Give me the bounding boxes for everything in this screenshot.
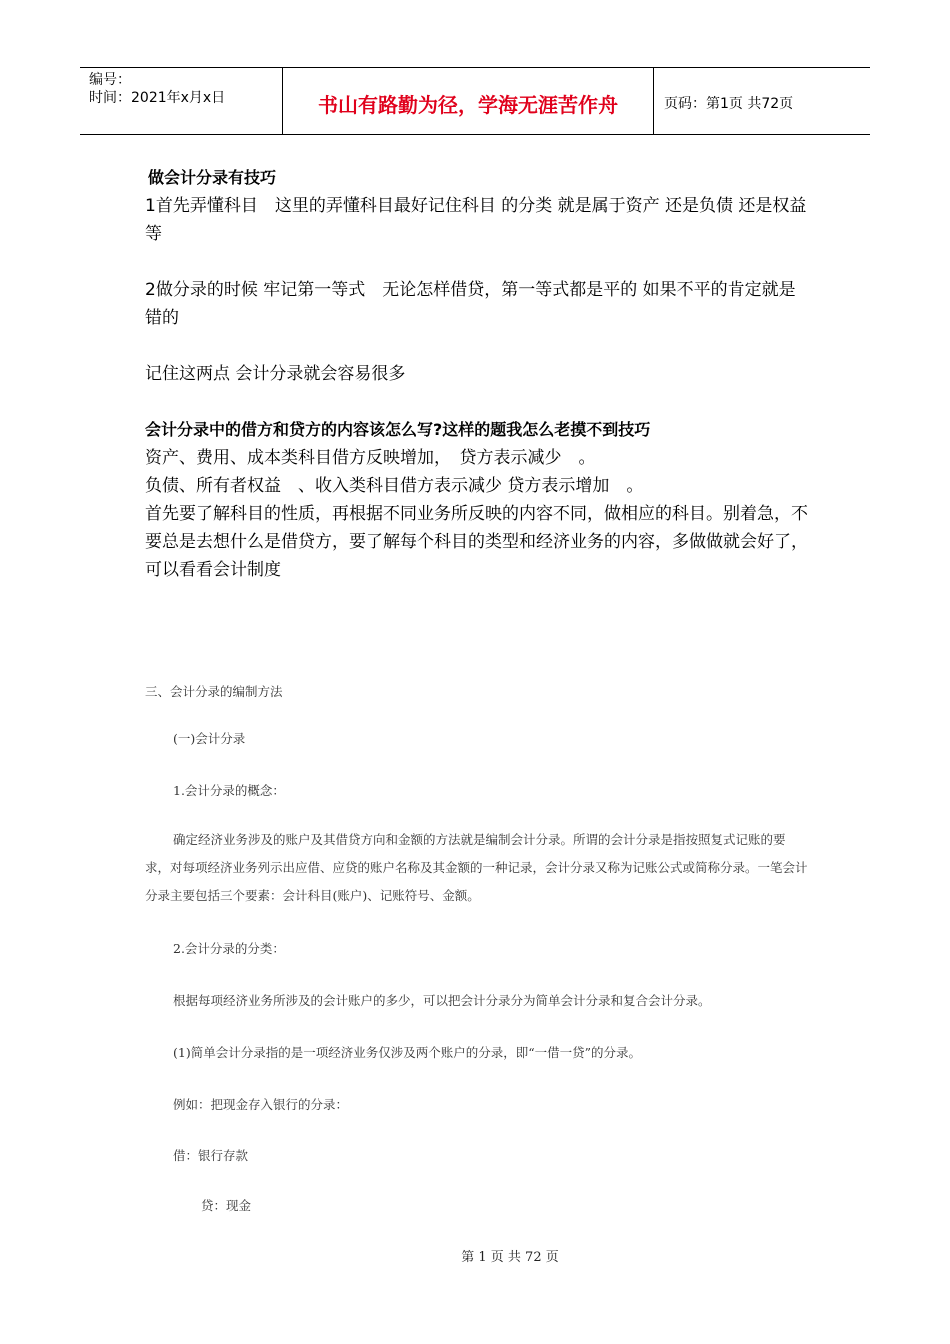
tips-section [145, 164, 810, 584]
credit-line: 贷：现金 [201, 1198, 252, 1213]
header-meta [80, 68, 282, 134]
answer-paragraph: 首先要了解科目的性质，再根据不同业务所反映的内容不同，做相应的科目。别着急，不要总是去想什么是借贷方，要了解每个科目的类型和经济业务的内容，多做做就会好了，可以看看会计制度 [145, 504, 808, 580]
number-label: 编号： [89, 72, 131, 88]
tips-title: 做会计分录有技巧 [148, 168, 277, 187]
time-label: 时间：2021年x月x日 [89, 90, 226, 106]
tip-2: 2做分录的时候 牢记第一等式 无论怎样借贷，第一等式都是平的 如果不平的肯定就是错的 [145, 280, 796, 328]
concept-heading: 1.会计分录的概念： [173, 783, 285, 798]
tip-summary: 记住这两点 会计分录就会容易很多 [145, 364, 406, 384]
page-footer: 第 1 页 共 72 页 [461, 1250, 559, 1265]
header-page-info: 页码：第1页 共72页 [664, 96, 794, 112]
answer-line-1: 资产、费用、成本类科目借方反映增加， 贷方表示减少 。 [145, 448, 596, 468]
page-header [80, 67, 870, 135]
question-heading: 会计分录中的借方和贷方的内容该怎么写?这样的题我怎么老摸不到技巧 [145, 420, 651, 439]
concept-paragraph: 确定经济业务涉及的账户及其借贷方向和金额的方法就是编制会计分录。所谓的会计分录是指按照复式记账的要求，对每项经济业务列示出应借、应贷的账户名称及其金额的一种记录，会计分录又称为记账公式或简称分录。一笔会计分录主要包括三个要素：会计科目(账户)、记账符号、金额。 [145, 832, 808, 903]
simple-entry-paragraph: (1)简单会计分录指的是一项经济业务仅涉及两个账户的分录，即“一借一贷”的分录。 [173, 1045, 641, 1060]
example-line: 例如：把现金存入银行的分录： [173, 1097, 349, 1112]
tip-1: 1首先弄懂科目 这里的弄懂科目最好记住科目 的分类 就是属于资产 还是负债 还是权益等 [145, 196, 807, 244]
subsection-heading: (一)会计分录 [173, 731, 246, 746]
section-heading-3: 三、会计分录的编制方法 [145, 684, 283, 699]
answer-line-2: 负债、所有者权益 、收入类科目借方表示减少 贷方表示增加 。 [145, 476, 644, 496]
classification-heading: 2.会计分录的分类： [173, 941, 285, 956]
header-motto: 书山有路勤为径，学海无涯苦作舟 [282, 68, 654, 134]
debit-line: 借：银行存款 [173, 1148, 249, 1163]
classification-paragraph: 根据每项经济业务所涉及的会计账户的多少，可以把会计分录分为简单会计分录和复合会计分录。 [173, 993, 711, 1008]
